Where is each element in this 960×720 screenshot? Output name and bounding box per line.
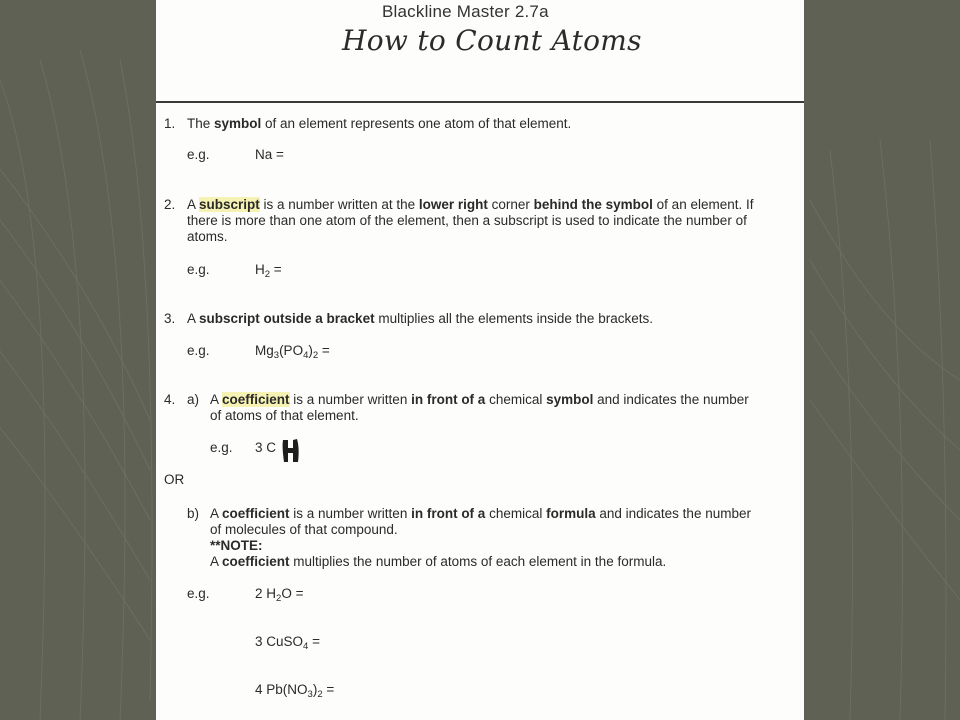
item-2-text-line2: there is more than one atom of the element, then a subscript is used to indicate the number of xyxy=(187,213,747,228)
item-4a-text-line2: of atoms of that element. xyxy=(210,408,359,423)
item-4b-text-line1: A coefficient is a number written in front of a chemical formula and indicates the number xyxy=(210,506,751,521)
example-label: e.g. xyxy=(187,147,210,162)
example-2h2o: 2 $H_2O$ = xyxy=(255,586,304,604)
example-na: Na = xyxy=(255,147,284,162)
or-label: OR xyxy=(164,472,185,487)
item-4b-letter: b) xyxy=(187,506,200,521)
item-4a-text-line1: A coefficient is a number written in front of a chemical symbol and indicates the number xyxy=(210,392,749,407)
example-3c: 3 C xyxy=(255,440,277,455)
item-number-3: 3. xyxy=(164,311,176,326)
item-number-2: 2. xyxy=(164,197,176,212)
item-2-text-line3: atoms. xyxy=(187,229,228,244)
example-3cuso4: 3 CuSO$_4$ = xyxy=(255,634,320,652)
example-h2: $H_2$ = xyxy=(255,262,282,280)
header-divider xyxy=(156,101,804,103)
example-label: e.g. xyxy=(187,343,210,358)
example-4pbno32: 4 $Pb(NO_3)_2$ = xyxy=(255,682,335,700)
note-label: **NOTE: xyxy=(210,538,263,553)
note-text: A coefficient multiplies the number of atoms of each element in the formula. xyxy=(210,554,667,569)
example-label: e.g. xyxy=(187,586,210,601)
item-number-4: 4. xyxy=(164,392,176,407)
worksheet-page xyxy=(156,0,804,720)
example-label: e.g. xyxy=(210,440,233,455)
item-number-1: 1. xyxy=(164,116,176,131)
item-1-text: The symbol of an element represents one atom of that element. xyxy=(187,116,572,131)
worksheet-series-label: Blackline Master 2.7a xyxy=(382,2,549,21)
item-3-text: A subscript outside a bracket multiplies all the elements inside the brackets. xyxy=(187,311,653,326)
worksheet-title: How to Count Atoms xyxy=(342,24,642,57)
item-2-text-line1: A subscript is a number written at the lower right corner behind the symbol of an element. If xyxy=(187,197,754,212)
example-mg3po42: $Mg_3(PO_4)_2$ = xyxy=(255,343,330,361)
handwritten-mark xyxy=(280,436,302,464)
example-label: e.g. xyxy=(187,262,210,277)
item-4a-letter: a) xyxy=(187,392,200,407)
item-4b-text-line2: of molecules of that compound. xyxy=(210,522,398,537)
